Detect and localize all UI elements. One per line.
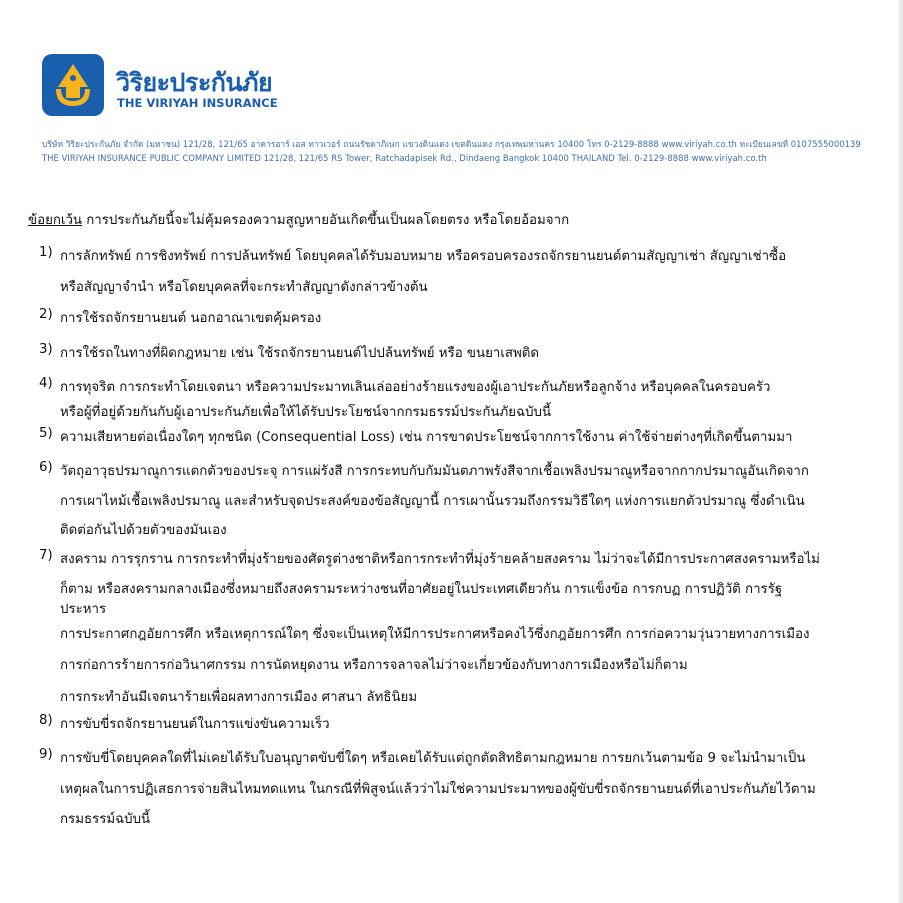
exclusions-label: ข้อยกเว้น	[28, 213, 83, 228]
company-address-english: THE VIRIYAH INSURANCE PUBLIC COMPANY LIMITED 121/28, 121/65 RS Tower, Ratchadapisek Rd., Dindaeng Bangkok 10400 THAILAND Tel. 0-2129-8888 www.viriyah.co.th	[42, 153, 767, 163]
exclusion-text: ความเสียหายต่อเนื่องใดๆ ทุกชนิด (Consequential Loss) เช่น การขาดประโยชน์จากการใช้งาน ค่าใช้จ่ายต่างๆที่เกิดขึ้นตามมา	[60, 430, 793, 445]
company-address-thai: บริษัท วิริยะประกันภัย จำกัด (มหาชน) 121/28, 121/65 อาคารอาร์ เอส ทาวเวอร์ ถนนรัชดาภิเษก แขวงดินแดง เขตดินแดง กรุงเทพมหานคร 10400 โทร 0-2129-8888 www.viriyah.co.th ทะเบียนเลขที่ 0107555000139	[42, 139, 861, 149]
exclusion-number: 8)	[39, 713, 53, 728]
exclusion-text: การก่อการร้ายการก่อวินาศกรรม การนัดหยุดงาน หรือการจลาจลไม่ว่าจะเกี่ยวข้องกับทางการเมืองหรือไม่ก็ตาม	[60, 658, 688, 673]
exclusion-text: การเผาไหม้เชื้อเพลิงปรมาณู และสำหรับจุดประสงค์ของข้อสัญญานี้ การเผานั้นรวมถึงกรรมวิธีใดๆ แห่งการแยกตัวปรมาณู ซึ่งดำเนิน	[60, 494, 805, 509]
exclusion-text: วัตถุอาวุธปรมาณูการแตกตัวของประจุ การแผ่รังสี การกระทบกับกัมมันตภาพรังสีจากเชื้อเพลิงปรมาณูหรือจากกากปรมาณูอันเกิดจาก	[60, 464, 809, 479]
exclusion-text: ก็ตาม หรือสงครามกลางเมืองซึ่งหมายถึงสงครามระหว่างชนที่อาศัยอยู่ในประเทศเดียวกัน การแข็งข้อ การกบฏ การปฏิวัติ การรัฐ	[60, 582, 783, 597]
exclusion-text: สงคราม การรุกราน การกระทำที่มุ่งร้ายของศัตรูต่างชาติหรือการกระทำที่มุ่งร้ายคล้ายสงคราม ไม่ว่าจะได้มีการประกาศสงครามหรือไม่	[60, 552, 820, 567]
exclusion-text: หรือสัญญาจำนำ หรือโดยบุคคลที่จะกระทำสัญญาดังกล่าวข้างต้น	[60, 280, 428, 295]
exclusion-text: การขับขี่รถจักรยานยนต์ในการแข่งขันความเร็ว	[60, 717, 330, 732]
exclusion-number: 9)	[39, 747, 53, 762]
brand-name-thai: วิริยะประกันภัย	[116, 68, 273, 97]
exclusion-number: 5)	[39, 426, 53, 441]
exclusion-text: การใช้รถในทางที่ผิดกฎหมาย เช่น ใช้รถจักรยานยนต์ไปปล้นทรัพย์ หรือ ขนยาเสพติด	[60, 346, 540, 361]
exclusion-number: 2)	[39, 307, 53, 322]
exclusion-number: 1)	[39, 245, 53, 260]
exclusion-text: หรือผู้ที่อยู่ด้วยกันกับผู้เอาประกันภัยเพื่อให้ได้รับประโยชน์จากกรมธรรม์ประกันภัยฉบับนี้	[60, 405, 552, 420]
exclusion-text: กรมธรรม์ฉบับนี้	[60, 812, 151, 827]
brand-name-english: THE VIRIYAH INSURANCE	[117, 96, 278, 110]
exclusion-text: ติดต่อกันไปด้วยตัวของมันเอง	[60, 523, 227, 538]
exclusion-number: 4)	[39, 376, 53, 391]
exclusion-text: การประกาศกฎอัยการศึก หรือเหตุการณ์ใดๆ ซึ่งจะเป็นเหตุให้มีการประกาศหรือคงไว้ซึ่งกฎอัยการศึก การก่อความวุ่นวายทางการเมือง	[60, 627, 810, 642]
exclusion-text: การลักทรัพย์ การชิงทรัพย์ การปล้นทรัพย์ โดยบุคคลได้รับมอบหมาย หรือครอบครองรถจักรยานยนต์ตามสัญญาเช่า สัญญาเช่าซื้อ	[60, 249, 787, 264]
viriyah-logo	[42, 54, 104, 116]
exclusions-intro: การประกันภัยนี้จะไม่คุ้มครองความสูญหายอันเกิดขึ้นเป็นผลโดยตรง หรือโดยอ้อมจาก	[82, 213, 570, 228]
exclusion-text: การขับขี่โดยบุคคลใดที่ไม่เคยได้รับใบอนุญาตขับขี่ใดๆ หรือเคยได้รับแต่ถูกตัดสิทธิตามกฎหมาย การยกเว้นตามข้อ 9 จะไม่นำมาเป็น	[60, 751, 806, 766]
exclusion-number: 6)	[39, 460, 53, 475]
exclusion-number: 3)	[39, 342, 53, 357]
logo-emblem-icon	[42, 54, 104, 116]
exclusion-text: เหตุผลในการปฏิเสธการจ่ายสินไหมทดแทน ในกรณีที่พิสูจน์แล้วว่าไม่ใช่ความประมาทของผู้ขับขี่รถจักรยานยนต์ที่เอาประกันภัยไว้ตาม	[60, 782, 816, 797]
exclusion-text: ประหาร	[60, 602, 107, 617]
page-edge	[899, 0, 903, 903]
exclusion-number: 7)	[39, 548, 53, 563]
exclusion-text: การกระทำอันมีเจตนาร้ายเพื่อผลทางการเมือง ศาสนา ลัทธินิยม	[60, 690, 418, 705]
exclusion-text: การทุจริต การกระทำโดยเจตนา หรือความประมาทเลินเล่ออย่างร้ายแรงของผู้เอาประกันภัยหรือลูกจ้าง หรือบุคคลในครอบครัว	[60, 380, 771, 395]
exclusion-text: การใช้รถจักรยานยนต์ นอกอาณาเขตคุ้มครอง	[60, 311, 322, 326]
exclusions-heading	[28, 209, 569, 230]
